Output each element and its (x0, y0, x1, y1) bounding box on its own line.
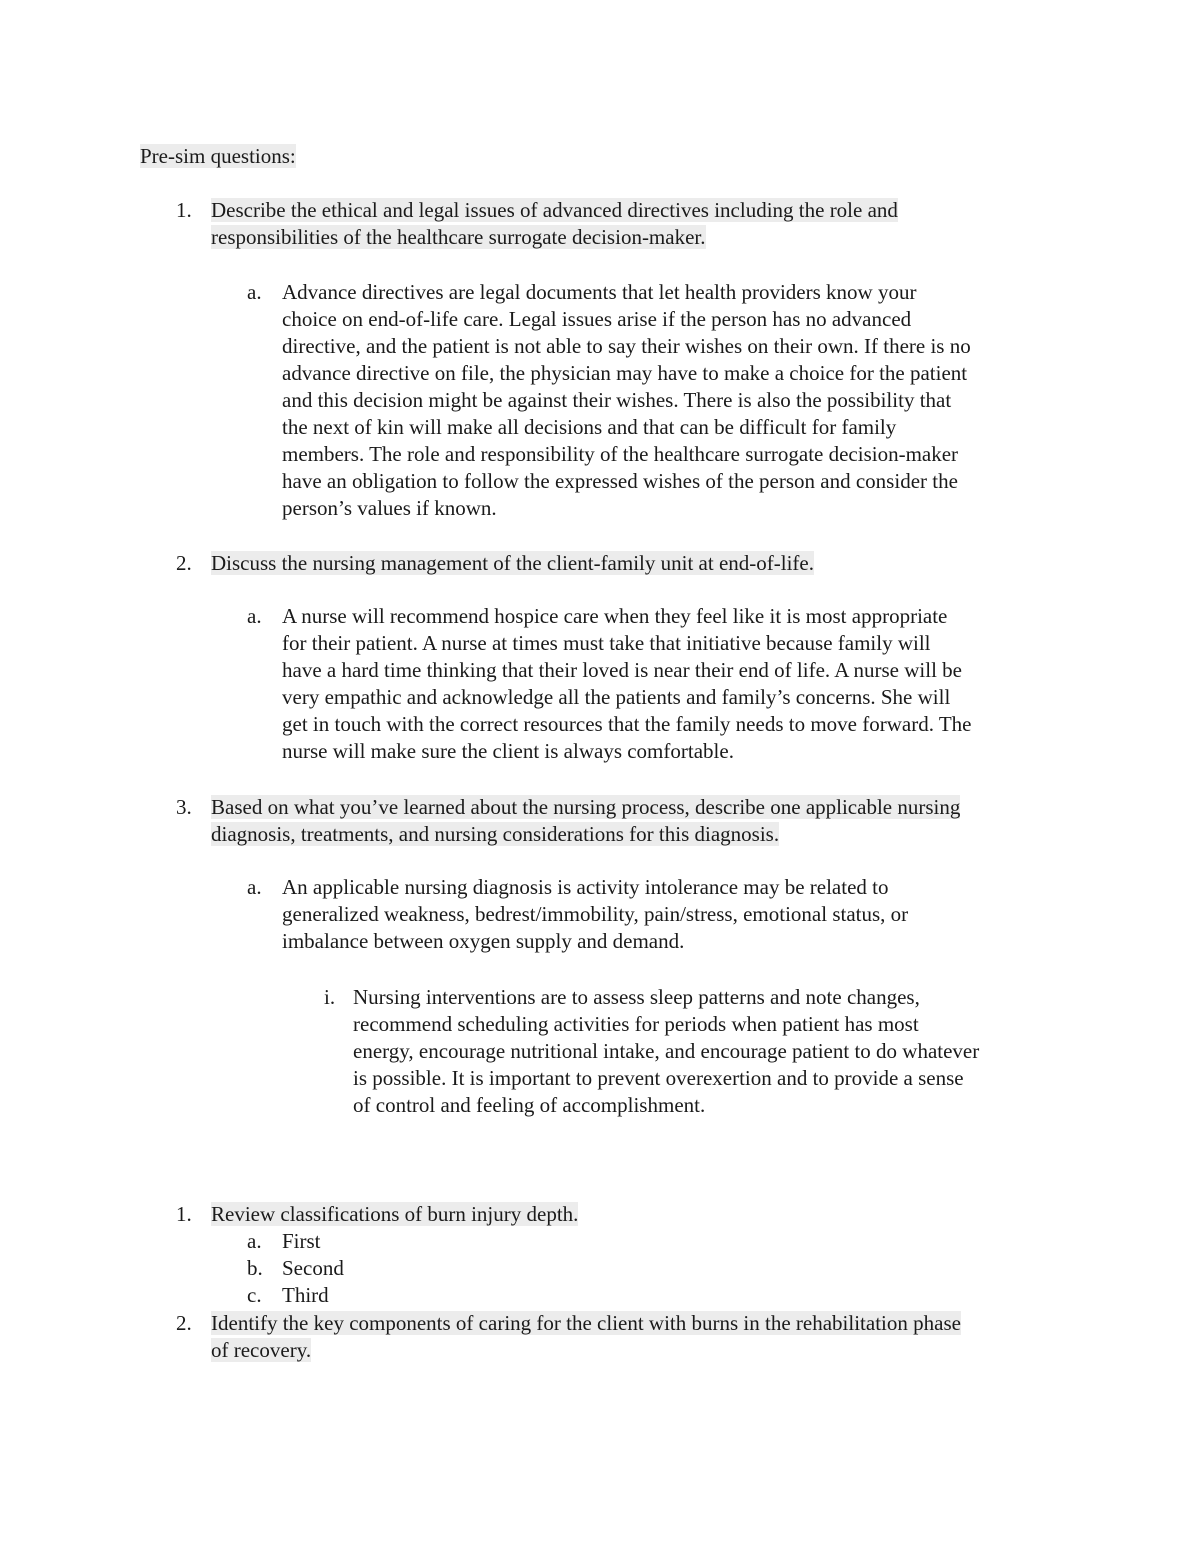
question-line: of recovery. (211, 1338, 312, 1362)
answer-3-text (282, 874, 908, 955)
question-line: Discuss the nursing management of the client-family unit at end-of-life. (211, 551, 814, 575)
answer-marker: a. (247, 280, 262, 304)
question-1-text (211, 197, 898, 251)
answer-line: very empathic and acknowledge all the patients and family’s concerns. She will (282, 685, 951, 709)
answer-marker: a. (247, 604, 262, 628)
answer-line: is possible. It is important to prevent overexertion and to provide a sense (353, 1066, 964, 1090)
answer-line: have a hard time thinking that their loved is near their end of life. A nurse will be (282, 658, 962, 682)
answer-line: have an obligation to follow the expressed wishes of the person and consider the (282, 469, 958, 493)
question-line: responsibilities of the healthcare surrogate decision-maker. (211, 225, 706, 249)
question-number: 2. (176, 1311, 192, 1335)
sub-answer-text (353, 984, 979, 1119)
answer-line: nurse will make sure the client is always comfortable. (282, 739, 734, 763)
question-line: Identify the key components of caring for the client with burns in the rehabilitation phase (211, 1311, 961, 1335)
answer-line: members. The role and responsibility of the healthcare surrogate decision-maker (282, 442, 959, 466)
answer-line: energy, encourage nutritional intake, and encourage patient to do whatever (353, 1039, 980, 1063)
list-item: Third (282, 1283, 329, 1307)
question-number: 1. (176, 198, 192, 222)
answer-line: choice on end-of-life care. Legal issues arise if the person has no advanced (282, 307, 912, 331)
burn-question-1-text (211, 1201, 578, 1228)
question-line: diagnosis, treatments, and nursing considerations for this diagnosis. (211, 822, 780, 846)
answer-line: of control and feeling of accomplishment. (353, 1093, 706, 1117)
question-2-text (211, 550, 814, 577)
answer-line: get in touch with the correct resources that the family needs to move forward. The (282, 712, 972, 736)
question-3-text (211, 794, 960, 848)
answer-line: person’s values if known. (282, 496, 497, 520)
question-line: Review classifications of burn injury depth. (211, 1202, 579, 1226)
question-number: 2. (176, 551, 192, 575)
answer-line: and this decision might be against their wishes. There is also the possibility that (282, 388, 952, 412)
answer-line: directive, and the patient is not able to say their wishes on their own. If there is no (282, 334, 971, 358)
answer-line: recommend scheduling activities for periods when patient has most (353, 1012, 919, 1036)
sub-answer-marker: i. (324, 985, 336, 1009)
list-item-marker: b. (247, 1256, 263, 1280)
answer-line: imbalance between oxygen supply and demand. (282, 929, 685, 953)
list-item-marker: c. (247, 1283, 262, 1307)
question-number: 1. (176, 1202, 192, 1226)
answer-line: Nursing interventions are to assess sleep patterns and note changes, (353, 985, 920, 1009)
question-line: Based on what you’ve learned about the nursing process, describe one applicable nursing (211, 795, 961, 819)
answer-line: advance directive on file, the physician may have to make a choice for the patient (282, 361, 968, 385)
answer-line: for their patient. A nurse at times must take that initiative because family will (282, 631, 931, 655)
answer-1-text (282, 279, 971, 522)
heading-text: Pre-sim questions: (140, 144, 296, 168)
answer-line: generalized weakness, bedrest/immobility, pain/stress, emotional status, or (282, 902, 909, 926)
list-item: First (282, 1229, 321, 1253)
answer-line: An applicable nursing diagnosis is activity intolerance may be related to (282, 875, 889, 899)
list-item-marker: a. (247, 1229, 262, 1253)
answer-marker: a. (247, 875, 262, 899)
burn-question-2-text (211, 1310, 961, 1364)
question-line: Describe the ethical and legal issues of advanced directives including the role and (211, 198, 898, 222)
answer-2-text (282, 603, 971, 765)
page-heading (140, 143, 296, 170)
answer-line: Advance directives are legal documents that let health providers know your (282, 280, 917, 304)
list-item: Second (282, 1256, 344, 1280)
question-number: 3. (176, 795, 192, 819)
answer-line: the next of kin will make all decisions and that can be difficult for family (282, 415, 897, 439)
answer-line: A nurse will recommend hospice care when they feel like it is most appropriate (282, 604, 948, 628)
